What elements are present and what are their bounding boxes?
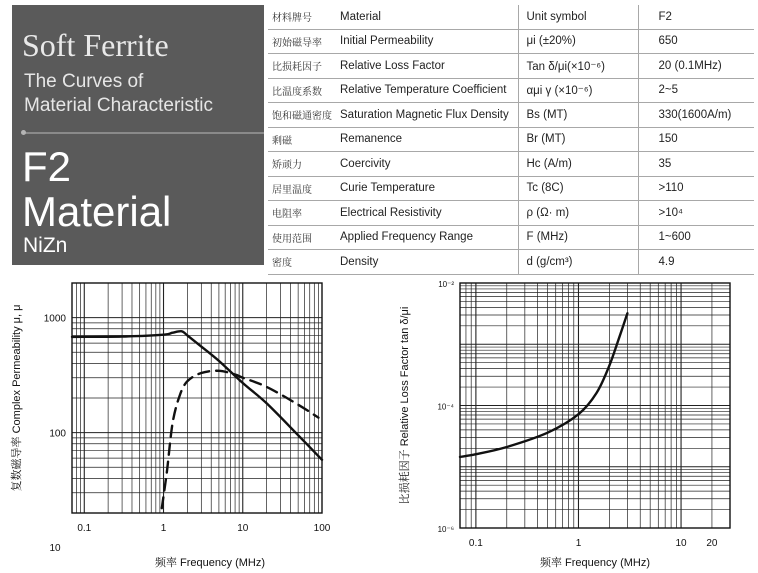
spec-label-zh: 初始磁导率 (268, 29, 336, 54)
spec-label-en: Relative Loss Factor (336, 54, 518, 79)
spec-symbol: αμi γ (×10⁻⁶) (518, 78, 638, 103)
spec-label-en: Applied Frequency Range (336, 225, 518, 250)
x-axis-label: 频率 Frequency (MHz) (154, 557, 266, 569)
banner-subtitle-line2: Material Characteristic (24, 95, 213, 116)
spec-label-zh: 使用范围 (268, 225, 336, 250)
material-type: NiZn (23, 234, 68, 257)
brand-title: Soft Ferrite (22, 27, 169, 63)
spec-value: >10⁴ (638, 201, 754, 226)
spec-row (268, 152, 754, 177)
x-tick-label: 20 (706, 538, 718, 549)
spec-value: 35 (638, 152, 754, 177)
spec-value: 1~600 (638, 225, 754, 250)
spec-value: >110 (638, 176, 754, 201)
banner-subtitle-line1: The Curves of (24, 71, 144, 92)
x-tick-label: 1 (575, 538, 582, 549)
series-line-dashed (162, 371, 319, 508)
spec-symbol: Tc (8C) (518, 176, 638, 201)
spec-value: 150 (638, 127, 754, 152)
spec-value: 2~5 (638, 78, 754, 103)
spec-symbol: Tan δ/μi(×10⁻⁶) (518, 54, 638, 79)
x-tick-label: 1 (160, 523, 167, 534)
spec-row (268, 127, 754, 152)
y-tick-label: 100 (49, 428, 66, 440)
x-tick-label: 10 (675, 538, 687, 549)
spec-label-en: Curie Temperature (336, 176, 518, 201)
spec-symbol: d (g/cm³) (518, 250, 638, 275)
spec-symbol: F (MHz) (518, 225, 638, 250)
spec-value: 20 (0.1MHz) (638, 54, 754, 79)
banner-divider (24, 132, 264, 134)
y-tick-label: 10⁻⁶ (437, 525, 454, 534)
loss-factor-chart (380, 268, 758, 573)
permeability-chart (0, 268, 380, 573)
spec-label-zh: 比温度系数 (268, 78, 336, 103)
spec-label-zh: 矫顽力 (268, 152, 336, 177)
spec-label-zh: 剩磁 (268, 127, 336, 152)
spec-value: 650 (638, 29, 754, 54)
spec-value: 4.9 (638, 250, 754, 275)
y-tick-label: 1000 (43, 313, 66, 325)
material-code: F2 (22, 143, 72, 190)
spec-label-zh: 饱和磁通密度 (268, 103, 336, 128)
spec-label-zh: 比损耗因子 (268, 54, 336, 79)
spec-row (268, 176, 754, 201)
spec-row (268, 103, 754, 128)
spec-row (268, 29, 754, 54)
spec-symbol: ρ (Ω· m) (518, 201, 638, 226)
spec-symbol: Bs (MT) (518, 103, 638, 128)
series-line-solid (460, 313, 627, 457)
spec-symbol: Br (MT) (518, 127, 638, 152)
x-tick-label: 10 (237, 523, 249, 534)
axis-corner-label: 10 (49, 543, 61, 554)
x-tick-label: 0.1 (77, 523, 92, 534)
spec-symbol: μi (±20%) (518, 29, 638, 54)
x-tick-label: 0.1 (468, 538, 483, 549)
spec-row (268, 5, 754, 29)
spec-label-en: Initial Permeability (336, 29, 518, 54)
material-banner (12, 5, 264, 265)
spec-row (268, 78, 754, 103)
y-tick-label: 10⁻² (438, 280, 454, 289)
spec-label-en: Saturation Magnetic Flux Density (336, 103, 518, 128)
material-word: Material (22, 188, 172, 235)
spec-label-en: Relative Temperature Coefficient (336, 78, 518, 103)
spec-table (268, 5, 754, 275)
spec-label-zh: 电阻率 (268, 201, 336, 226)
spec-label-en: Electrical Resistivity (336, 201, 518, 226)
y-axis-label: 复数磁导率 Complex Permeability μ, μ (11, 304, 23, 492)
spec-label-zh: 居里温度 (268, 176, 336, 201)
spec-label-en: Material (336, 5, 518, 29)
x-axis-label: 频率 Frequency (MHz) (539, 557, 651, 569)
spec-row (268, 54, 754, 79)
spec-label-en: Remanence (336, 127, 518, 152)
spec-value: F2 (638, 5, 754, 29)
spec-value: 330(1600A/m) (638, 103, 754, 128)
spec-label-en: Coercivity (336, 152, 518, 177)
spec-label-zh: 密度 (268, 250, 336, 275)
x-tick-label: 100 (313, 523, 331, 534)
y-tick-label: 10⁻⁴ (437, 402, 454, 412)
spec-symbol: Hc (A/m) (518, 152, 638, 177)
spec-symbol: Unit symbol (518, 5, 638, 29)
spec-row (268, 201, 754, 226)
spec-row (268, 225, 754, 250)
y-axis-label: 比损耗因子 Relative Loss Factor tan δ/μi (399, 306, 411, 505)
spec-label-en: Density (336, 250, 518, 275)
spec-label-zh: 材料牌号 (268, 5, 336, 29)
